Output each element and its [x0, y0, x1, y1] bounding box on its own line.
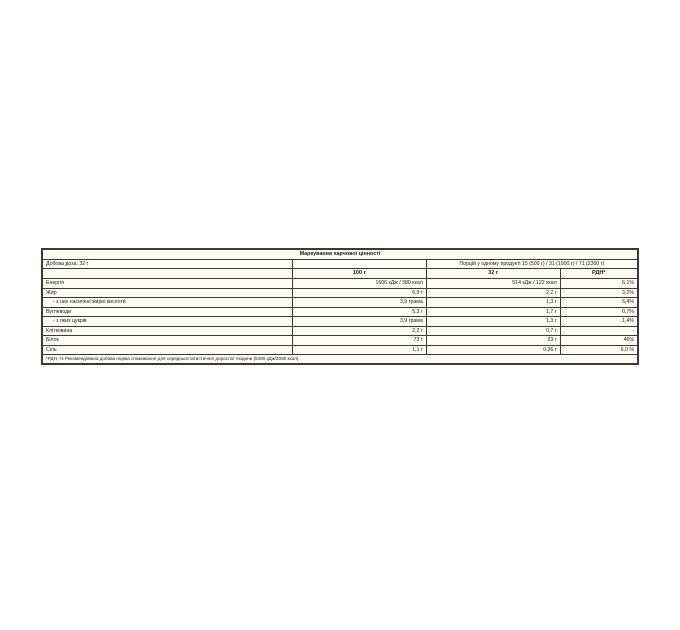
nutrient-rd: 1,4%	[560, 317, 637, 327]
nutrient-rd: -	[560, 326, 637, 336]
nutrient-per-100: 5,3 г	[292, 307, 426, 317]
nutrient-per-100: 2,2 г	[292, 326, 426, 336]
table-row	[43, 317, 638, 327]
nutrient-label: Жир	[43, 288, 293, 298]
table-row	[43, 345, 638, 355]
table-row	[43, 307, 638, 317]
nutrient-per-portion: 2,2 г	[426, 288, 560, 298]
table-row	[43, 279, 638, 289]
nutrient-per-100: 6,9 г	[292, 288, 426, 298]
table-row-footnote	[43, 355, 638, 364]
nutrient-per-portion: 1,7 г	[426, 307, 560, 317]
nutrient-per-100: 73 г	[292, 336, 426, 346]
nutrient-rd: 46%	[560, 336, 637, 346]
column-header-per-100: 100 г	[292, 269, 426, 279]
nutrient-rd: 6,4%	[560, 298, 637, 308]
nutrient-label: Вуглеводи	[43, 307, 293, 317]
nutrient-rd: 0,7%	[560, 307, 637, 317]
daily-dose-label: Добова доза: 32 г	[43, 259, 293, 269]
header-blank-cell	[292, 259, 426, 269]
nutrient-label: Клітковина	[43, 326, 293, 336]
nutrient-label: - з них насичені жирні кислоти	[43, 298, 293, 308]
panel-title: Маркування харчової цінності	[43, 250, 638, 260]
nutrition-table	[42, 249, 638, 364]
footnote-text: *РДН, % Рекомендована добова норма споживання для середньостатистичної дорослої людини (8400 кДж/2000 ккал).	[43, 355, 638, 364]
column-header-rd: РДН*	[560, 269, 637, 279]
nutrient-per-portion: 0,7 г	[426, 326, 560, 336]
nutrient-per-100: 3,9 грама	[292, 317, 426, 327]
nutrient-per-portion: 1,3 г	[426, 298, 560, 308]
nutrient-label: Сіль	[43, 345, 293, 355]
column-header-per-portion: 32 г	[426, 269, 560, 279]
nutrient-label: Енергія	[43, 279, 293, 289]
table-row	[43, 288, 638, 298]
portions-label: Порцій у одному продукті 15 (500 г) / 31 (1000 г) / 71 (2300 г)	[426, 259, 637, 269]
nutrient-rd: 6,0 %	[560, 345, 637, 355]
table-row-header	[43, 259, 638, 269]
nutrient-per-portion: 1,3 г	[426, 317, 560, 327]
nutrient-per-portion: 0,36 г	[426, 345, 560, 355]
nutrient-per-portion: 23 г	[426, 336, 560, 346]
table-row	[43, 326, 638, 336]
nutrient-per-100: 1,1 г	[292, 345, 426, 355]
nutrient-label: - з яких цукрів	[43, 317, 293, 327]
nutrient-per-100: 1606 кДж / 380 ккал	[292, 279, 426, 289]
table-row-subheader	[43, 269, 638, 279]
subheader-blank-cell	[43, 269, 293, 279]
table-row-title	[43, 250, 638, 260]
nutrient-per-portion: 514 кДж / 122 ккал	[426, 279, 560, 289]
nutrient-per-100: 3,9 грама	[292, 298, 426, 308]
table-row	[43, 298, 638, 308]
nutrition-label-panel	[41, 248, 639, 365]
nutrient-rd: 6.1%	[560, 279, 637, 289]
nutrient-rd: 3,2%	[560, 288, 637, 298]
nutrient-label: Білок	[43, 336, 293, 346]
table-row	[43, 336, 638, 346]
